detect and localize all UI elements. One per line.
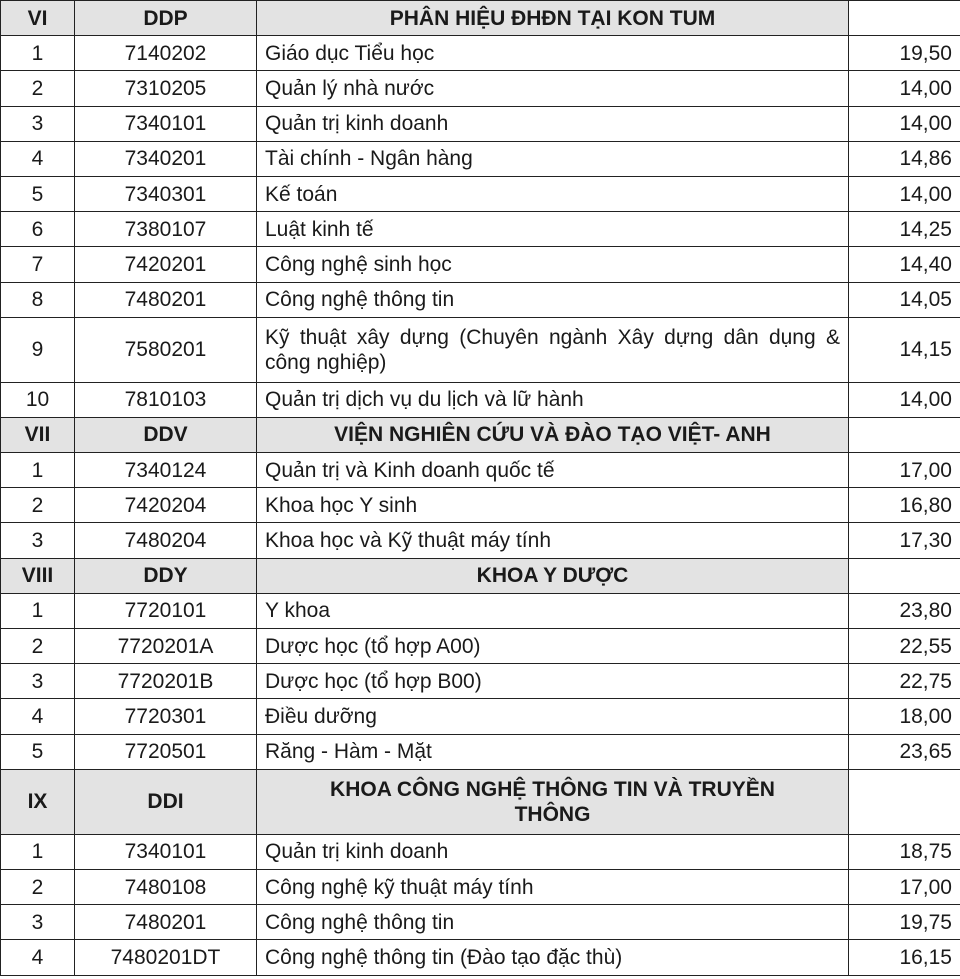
section-score-cell — [849, 769, 960, 834]
row-number: 7 — [1, 247, 75, 282]
row-number: 2 — [1, 71, 75, 106]
major-code: 7310205 — [75, 71, 257, 106]
major-name: Khoa học và Kỹ thuật máy tính — [257, 523, 849, 558]
major-code: 7340124 — [75, 453, 257, 488]
table-row — [1, 734, 960, 769]
cutoff-score: 19,50 — [849, 36, 960, 71]
major-name: Dược học (tổ hợp A00) — [257, 629, 849, 664]
major-name: Kế toán — [257, 176, 849, 211]
major-code: 7420201 — [75, 247, 257, 282]
table-row — [1, 141, 960, 176]
table-row — [1, 71, 960, 106]
cutoff-score: 14,00 — [849, 382, 960, 417]
major-name: Công nghệ sinh học — [257, 247, 849, 282]
row-number: 10 — [1, 382, 75, 417]
major-code: 7380107 — [75, 212, 257, 247]
major-code: 7720201B — [75, 664, 257, 699]
row-number: 3 — [1, 106, 75, 141]
major-code: 7480201DT — [75, 940, 257, 975]
row-number: 1 — [1, 453, 75, 488]
cutoff-score: 16,15 — [849, 940, 960, 975]
major-code: 7720101 — [75, 593, 257, 628]
row-number: 1 — [1, 593, 75, 628]
section-title: VIỆN NGHIÊN CỨU VÀ ĐÀO TẠO VIỆT- ANH — [257, 417, 849, 452]
table-row — [1, 453, 960, 488]
section-code: DDI — [75, 769, 257, 834]
major-code: 7580201 — [75, 317, 257, 382]
table-row — [1, 247, 960, 282]
section-header-row — [1, 417, 960, 452]
table-row — [1, 488, 960, 523]
table-row — [1, 834, 960, 869]
section-header-row — [1, 769, 960, 834]
row-number: 2 — [1, 629, 75, 664]
row-number: 1 — [1, 36, 75, 71]
major-code: 7480201 — [75, 905, 257, 940]
table-row — [1, 523, 960, 558]
cutoff-score: 23,65 — [849, 734, 960, 769]
cutoff-score: 14,86 — [849, 141, 960, 176]
row-number: 4 — [1, 940, 75, 975]
major-code: 7340201 — [75, 141, 257, 176]
cutoff-score: 19,75 — [849, 905, 960, 940]
cutoff-score: 17,00 — [849, 453, 960, 488]
row-number: 1 — [1, 834, 75, 869]
table-row — [1, 212, 960, 247]
table-row — [1, 664, 960, 699]
cutoff-score: 14,00 — [849, 71, 960, 106]
table-row — [1, 282, 960, 317]
table-row — [1, 629, 960, 664]
major-code: 7340301 — [75, 176, 257, 211]
section-score-cell — [849, 417, 960, 452]
major-name: Luật kinh tế — [257, 212, 849, 247]
section-score-cell — [849, 558, 960, 593]
section-title: KHOA CÔNG NGHỆ THÔNG TIN VÀ TRUYỀN THÔNG — [257, 769, 849, 834]
cutoff-score: 14,15 — [849, 317, 960, 382]
major-name: Quản trị kinh doanh — [257, 106, 849, 141]
major-name: Công nghệ thông tin — [257, 905, 849, 940]
row-number: 5 — [1, 734, 75, 769]
cutoff-score: 18,00 — [849, 699, 960, 734]
section-number: IX — [1, 769, 75, 834]
row-number: 3 — [1, 905, 75, 940]
major-name: Khoa học Y sinh — [257, 488, 849, 523]
cutoff-score: 17,00 — [849, 869, 960, 904]
cutoff-score: 18,75 — [849, 834, 960, 869]
major-code: 7810103 — [75, 382, 257, 417]
major-code: 7720201A — [75, 629, 257, 664]
row-number: 5 — [1, 176, 75, 211]
cutoff-score: 16,80 — [849, 488, 960, 523]
cutoff-score: 23,80 — [849, 593, 960, 628]
row-number: 9 — [1, 317, 75, 382]
cutoff-score: 22,55 — [849, 629, 960, 664]
section-number: VI — [1, 1, 75, 36]
cutoff-score: 22,75 — [849, 664, 960, 699]
section-number: VIII — [1, 558, 75, 593]
table-row — [1, 176, 960, 211]
section-code: DDP — [75, 1, 257, 36]
major-code: 7340101 — [75, 834, 257, 869]
cutoff-score: 14,05 — [849, 282, 960, 317]
table-row — [1, 106, 960, 141]
major-code: 7720501 — [75, 734, 257, 769]
table-row — [1, 940, 960, 975]
major-name: Công nghệ kỹ thuật máy tính — [257, 869, 849, 904]
row-number: 6 — [1, 212, 75, 247]
table-row — [1, 317, 960, 382]
section-score-cell — [849, 1, 960, 36]
section-title: KHOA Y DƯỢC — [257, 558, 849, 593]
major-name: Y khoa — [257, 593, 849, 628]
row-number: 2 — [1, 869, 75, 904]
major-code: 7480201 — [75, 282, 257, 317]
table-row — [1, 382, 960, 417]
major-name: Dược học (tổ hợp B00) — [257, 664, 849, 699]
major-name: Quản lý nhà nước — [257, 71, 849, 106]
major-code: 7420204 — [75, 488, 257, 523]
major-name: Quản trị kinh doanh — [257, 834, 849, 869]
table-row — [1, 699, 960, 734]
major-name: Điều dưỡng — [257, 699, 849, 734]
major-name: Quản trị dịch vụ du lịch và lữ hành — [257, 382, 849, 417]
major-code: 7720301 — [75, 699, 257, 734]
section-code: DDY — [75, 558, 257, 593]
table-row — [1, 869, 960, 904]
major-name: Răng - Hàm - Mặt — [257, 734, 849, 769]
major-name: Kỹ thuật xây dựng (Chuyên ngành Xây dựng dân dụng & công nghiệp) — [257, 317, 849, 382]
major-name: Quản trị và Kinh doanh quốc tế — [257, 453, 849, 488]
major-code: 7480204 — [75, 523, 257, 558]
row-number: 4 — [1, 699, 75, 734]
section-code: DDV — [75, 417, 257, 452]
major-code: 7140202 — [75, 36, 257, 71]
major-name: Công nghệ thông tin (Đào tạo đặc thù) — [257, 940, 849, 975]
major-code: 7480108 — [75, 869, 257, 904]
row-number: 4 — [1, 141, 75, 176]
cutoff-score: 14,40 — [849, 247, 960, 282]
cutoff-score: 17,30 — [849, 523, 960, 558]
row-number: 2 — [1, 488, 75, 523]
cutoff-score: 14,00 — [849, 106, 960, 141]
major-name: Công nghệ thông tin — [257, 282, 849, 317]
section-title: PHÂN HIỆU ĐHĐN TẠI KON TUM — [257, 1, 849, 36]
section-header-row — [1, 558, 960, 593]
section-number: VII — [1, 417, 75, 452]
major-name: Tài chính - Ngân hàng — [257, 141, 849, 176]
table-row — [1, 593, 960, 628]
row-number: 8 — [1, 282, 75, 317]
cutoff-score: 14,00 — [849, 176, 960, 211]
table-row — [1, 36, 960, 71]
major-code: 7340101 — [75, 106, 257, 141]
row-number: 3 — [1, 523, 75, 558]
row-number: 3 — [1, 664, 75, 699]
section-header-row — [1, 1, 960, 36]
table-row — [1, 905, 960, 940]
major-name: Giáo dục Tiểu học — [257, 36, 849, 71]
cutoff-score: 14,25 — [849, 212, 960, 247]
